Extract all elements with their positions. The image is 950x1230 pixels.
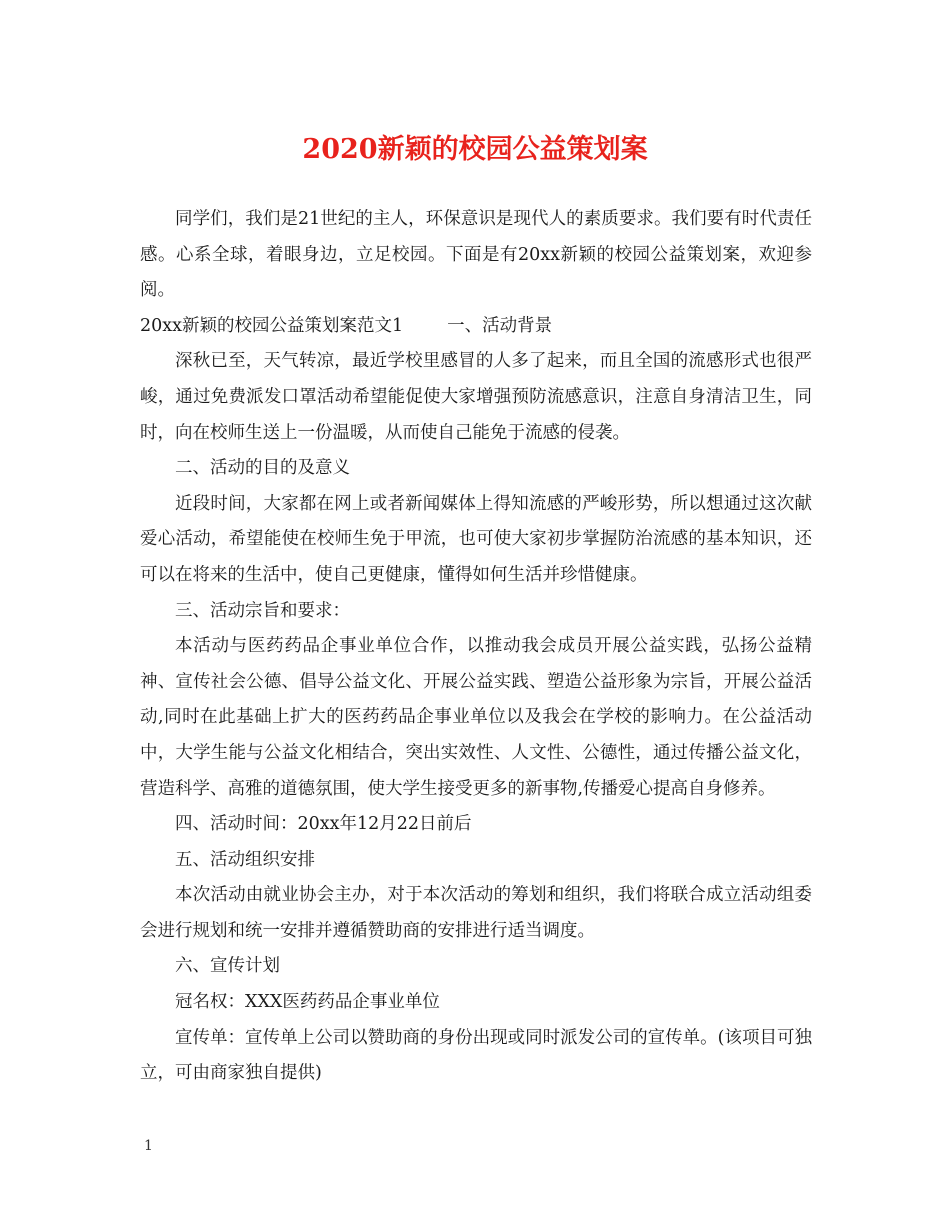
- section1-heading: 一、活动背景: [447, 315, 553, 336]
- section2-body: 近段时间，大家都在网上或者新闻媒体上得知流感的严峻形势，所以想通过这次献爱心活动，希望能使在校师生免于甲流，也可使大家初步掌握防治流感的基本知识，还可以在将来的生活中，使自己更健康，懂得如何生活并珍惜健康。: [140, 493, 812, 585]
- intro-paragraph: 同学们，我们是21世纪的主人，环保意识是现代人的素质要求。我们要有时代责任感。心系全球，着眼身边，立足校园。下面是有20xx新颖的校园公益策划案，欢迎参阅。: [140, 209, 812, 301]
- section4-line: 四、活动时间：20xx年12月22日前后: [175, 814, 472, 835]
- section1-body: 深秋已至，天气转凉，最近学校里感冒的人多了起来，而且全国的流感形式也很严峻，通过免费派发口罩活动希望能促使大家增强预防流感意识，注意自身清洁卫生，同时，向在校师生送上一份温暖，从而使自己能免于流感的侵袭。: [140, 351, 812, 443]
- sample-title: 20xx新颖的校园公益策划案范文1: [140, 315, 404, 336]
- flyer-line: 宣传单：宣传单上公司以赞助商的身份出现或同时派发公司的宣传单。(该项目可独立，可由商家独自提供): [140, 1027, 812, 1084]
- document-title: 2020新颖的校园公益策划案: [302, 134, 648, 165]
- sample-title-line: [140, 309, 812, 345]
- section5-body: 本次活动由就业协会主办，对于本次活动的筹划和组织，我们将联合成立活动组委会进行规划和统一安排并遵循赞助商的安排进行适当调度。: [140, 885, 812, 941]
- section6-heading: 六、宣传计划: [175, 956, 280, 977]
- section3-body: 本活动与医药药品企事业单位合作，以推动我会成员开展公益实践，弘扬公益精神、宣传社会公德、倡导公益文化、开展公益实践、塑造公益形象为宗旨，开展公益活动,同时在此基础上扩大的医药药品企事业单位以及我会在学校的影响力。在公益活动中，大学生能与公益文化相结合，突出实效性、人文性、公德性，通过传播公益文化，营造科学、高雅的道德氛围，使大学生接受更多的新事物,传播爱心提高自身修养。: [140, 636, 812, 799]
- page-number: 1: [144, 1138, 153, 1154]
- section2-heading: 二、活动的目的及意义: [175, 458, 350, 479]
- sponsor-line: 冠名权：XXX医药药品企事业单位: [175, 992, 440, 1013]
- document-body: [140, 202, 812, 1092]
- section5-heading: 五、活动组织安排: [175, 849, 315, 870]
- section3-heading: 三、活动宗旨和要求：: [175, 600, 350, 621]
